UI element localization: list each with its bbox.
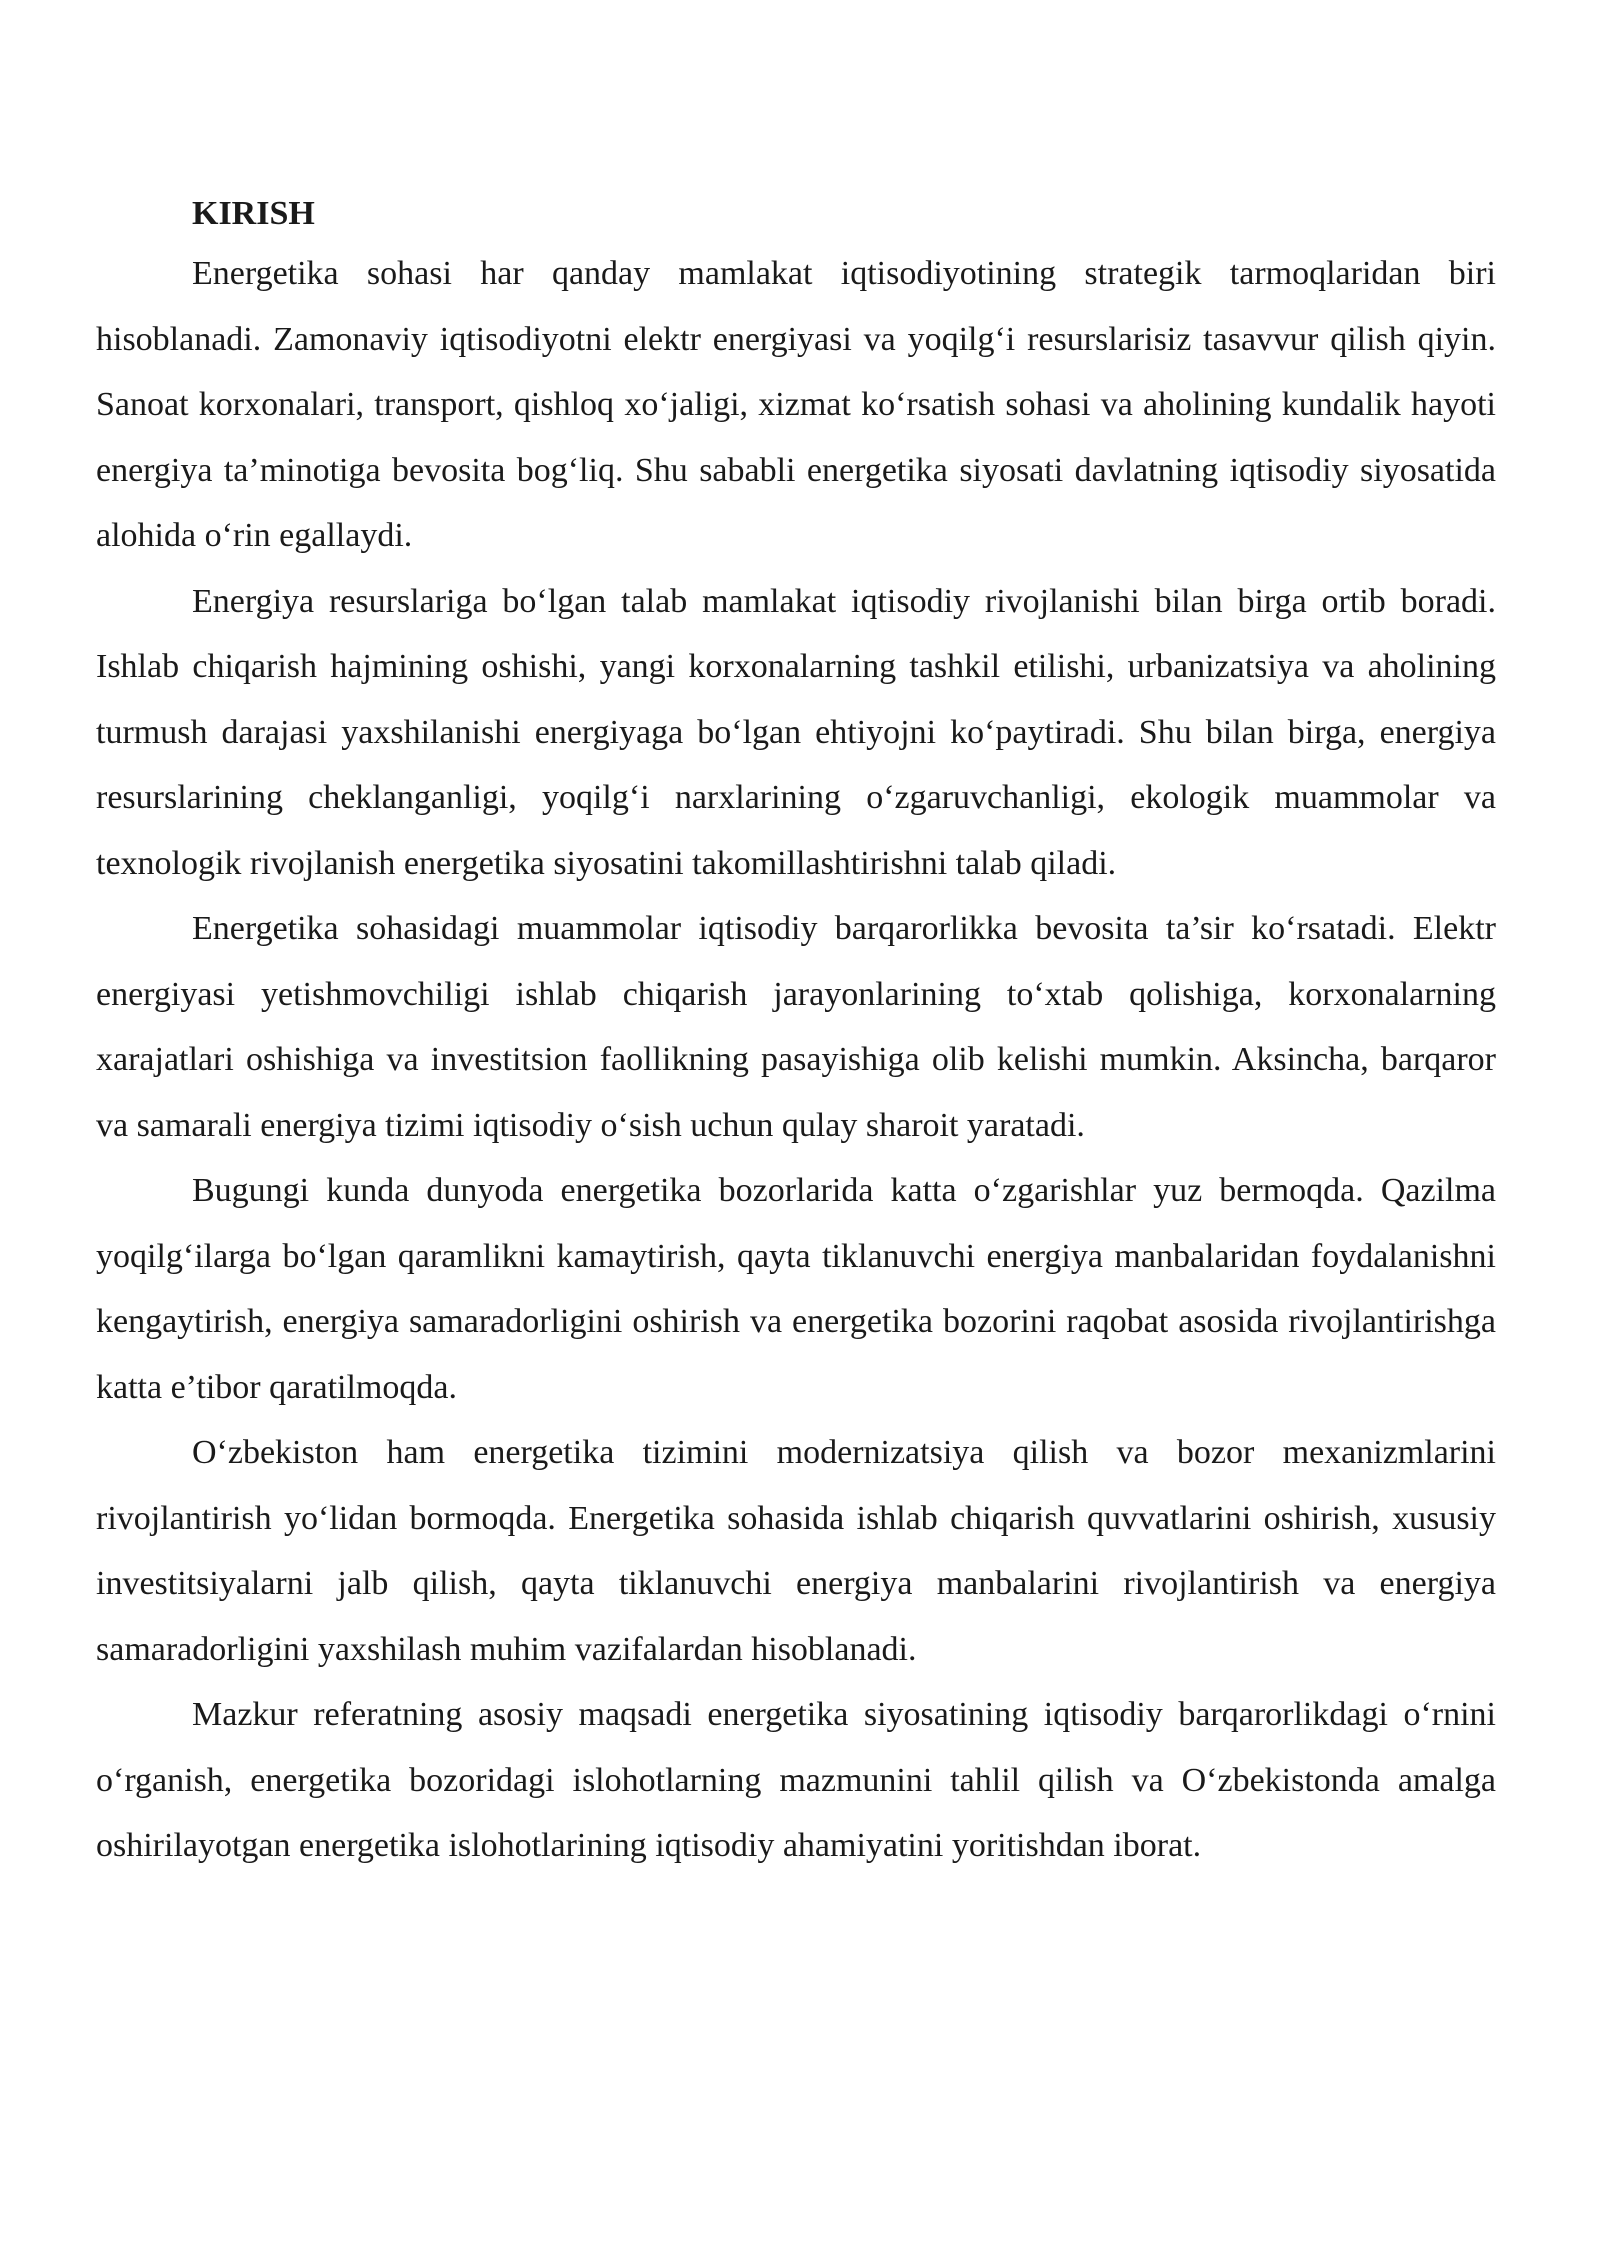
paragraph-5: O‘zbekiston ham energetika tizimini modernizatsiya qilish va bozor mexanizmlarini rivojlantirish yo‘lidan bormoqda. Energetika sohasida ishlab chiqarish quvvatlarini oshirish, xususiy investitsiyalarni jalb qilish, qayta tiklanuvchi energiya manbalarini rivojlantirish va energiya samaradorligini yaxshilash muhim vazifalardan hisoblanadi. [96,1434,1496,1668]
paragraph-3: Energetika sohasidagi muammolar iqtisodiy barqarorlikka bevosita ta’sir ko‘rsatadi. Elektr energiyasi yetishmovchiligi ishlab chiqarish jarayonlarining to‘xtab qolishiga, korxonalarning xarajatlari oshishiga va investitsion faollikning pasayishiga olib kelishi mumkin. Aksincha, barqaror va samarali energiya tizimi iqtisodiy o‘sish uchun qulay sharoit yaratadi. [96,910,1496,1144]
paragraph-4: Bugungi kunda dunyoda energetika bozorlarida katta o‘zgarishlar yuz bermoqda. Qazilma yoqilg‘ilarga bo‘lgan qaramlikni kamaytirish, qayta tiklanuvchi energiya manbalaridan foydalanishni kengaytirish, energiya samaradorligini oshirish va energetika bozorini raqobat asosida rivojlantirishga katta e’tibor qaratilmoqda. [96,1172,1496,1406]
paragraph-2: Energiya resurslariga bo‘lgan talab mamlakat iqtisodiy rivojlanishi bilan birga ortib boradi. Ishlab chiqarish hajmining oshishi, yangi korxonalarning tashkil etilishi, urbanizatsiya va aholining turmush darajasi yaxshilanishi energiyaga bo‘lgan ehtiyojni ko‘paytiradi. Shu bilan birga, energiya resurslarining cheklanganligi, yoqilg‘i narxlarining o‘zgaruvchanligi, ekologik muammolar va texnologik rivojlanish energetika siyosatini takomillashtirishni talab qiladi. [96,582,1496,882]
section-heading: KIRISH [192,195,315,232]
document-page [96,186,1496,1879]
paragraph-1: Energetika sohasi har qanday mamlakat iqtisodiyotining strategik tarmoqlaridan biri hisoblanadi. Zamonaviy iqtisodiyotni elektr energiyasi va yoqilg‘i resurslarisiz tasavvur qilish qiyin. Sanoat korxonalari, transport, qishloq xo‘jaligi, xizmat ko‘rsatish sohasi va aholining kundalik hayoti energiya ta’minotiga bevosita bog‘liq. Shu sababli energetika siyosati davlatning iqtisodiy siyosatida alohida o‘rin egallaydi. [96,255,1496,554]
paragraph-6: Mazkur referatning asosiy maqsadi energetika siyosatining iqtisodiy barqarorlikdagi o‘rnini o‘rganish, energetika bozoridagi islohotlarning mazmunini tahlil qilish va O‘zbekistonda amalga oshirilayotgan energetika islohotlarining iqtisodiy ahamiyatini yoritishdan iborat. [96,1696,1496,1864]
